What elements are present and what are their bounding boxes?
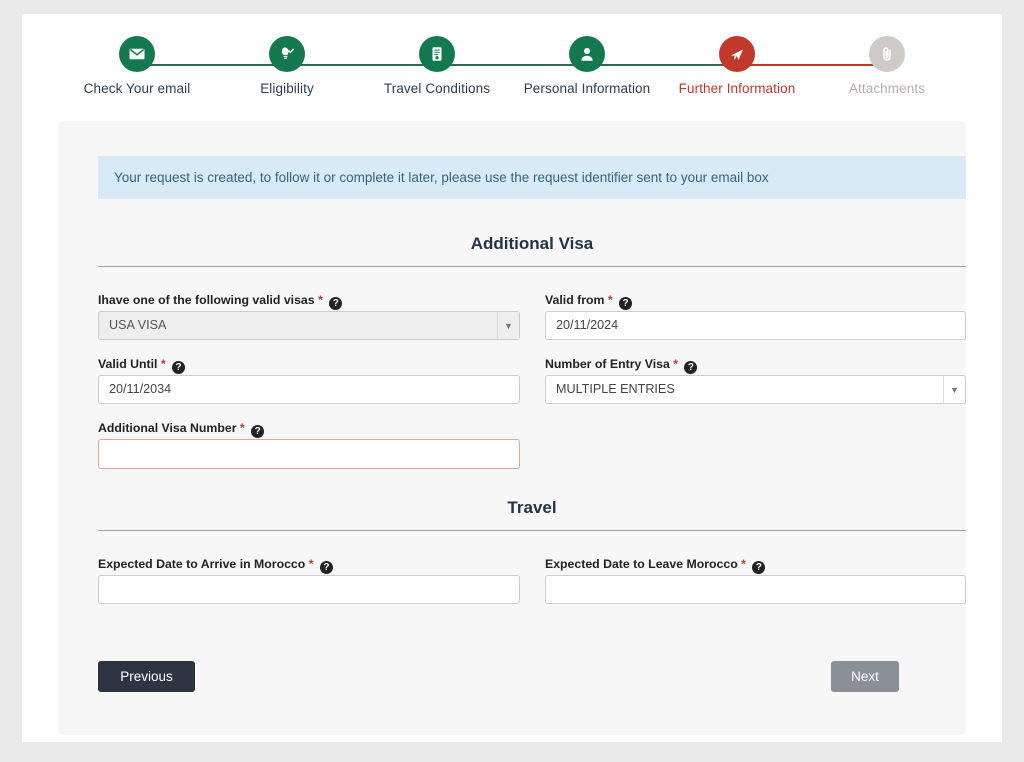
- help-icon[interactable]: ?: [619, 297, 632, 310]
- label-valid-visas: Ihave one of the following valid visas * ?: [98, 293, 342, 310]
- chevron-down-icon[interactable]: ▼: [943, 376, 965, 403]
- label-visa-number: Additional Visa Number * ?: [98, 421, 264, 438]
- step-label: Further Information: [678, 81, 796, 96]
- envelope-icon: [119, 36, 155, 72]
- help-icon[interactable]: ?: [251, 425, 264, 438]
- valid-until-value[interactable]: 20/11/2034: [98, 375, 520, 404]
- help-icon[interactable]: ?: [172, 361, 185, 374]
- previous-button[interactable]: Previous: [98, 661, 195, 692]
- next-button[interactable]: Next: [831, 661, 899, 692]
- help-icon[interactable]: ?: [329, 297, 342, 310]
- person-icon: [569, 36, 605, 72]
- step-eligibility[interactable]: [212, 36, 362, 96]
- help-icon[interactable]: ?: [752, 561, 765, 574]
- section-title-additional-visa: Additional Visa: [98, 234, 966, 267]
- valid-from-value[interactable]: 20/11/2024: [545, 311, 966, 340]
- step-label: Personal Information: [523, 81, 651, 96]
- section-title-travel: Travel: [98, 498, 966, 531]
- step-label: Eligibility: [260, 81, 314, 96]
- visa-number-value[interactable]: [98, 439, 520, 469]
- arrive-date-value[interactable]: [98, 575, 520, 604]
- valid-visas-select[interactable]: [98, 311, 520, 340]
- leave-date-value[interactable]: [545, 575, 966, 604]
- progress-stepper: [22, 14, 1002, 106]
- paperclip-icon: [869, 36, 905, 72]
- info-alert: Your request is created, to follow it or complete it later, please use the request identifier sent to your email box: [98, 156, 966, 199]
- label-leave-date: Expected Date to Leave Morocco * ?: [545, 557, 765, 574]
- label-valid-until: Valid Until * ?: [98, 357, 185, 374]
- step-label: Check Your email: [83, 81, 191, 96]
- step-label: Attachments: [848, 81, 926, 96]
- step-check-your-email[interactable]: [62, 36, 212, 96]
- step-label: Travel Conditions: [383, 81, 491, 96]
- application-page: [22, 14, 1002, 742]
- entry-number-value[interactable]: MULTIPLE ENTRIES: [545, 375, 966, 404]
- form-card: [58, 121, 966, 735]
- help-icon[interactable]: ?: [684, 361, 697, 374]
- bulb-check-icon: [269, 36, 305, 72]
- label-arrive-date: Expected Date to Arrive in Morocco * ?: [98, 557, 333, 574]
- step-further-information[interactable]: [662, 36, 812, 96]
- valid-visas-value[interactable]: USA VISA: [98, 311, 520, 340]
- entry-number-select[interactable]: [545, 375, 966, 404]
- step-travel-conditions[interactable]: [362, 36, 512, 96]
- plane-icon: [719, 36, 755, 72]
- label-valid-from: Valid from * ?: [545, 293, 632, 310]
- step-attachments[interactable]: [812, 36, 962, 96]
- chevron-down-icon[interactable]: ▼: [497, 312, 519, 339]
- help-icon[interactable]: ?: [320, 561, 333, 574]
- label-entry-number: Number of Entry Visa * ?: [545, 357, 697, 374]
- step-personal-information[interactable]: [512, 36, 662, 96]
- document-icon: [419, 36, 455, 72]
